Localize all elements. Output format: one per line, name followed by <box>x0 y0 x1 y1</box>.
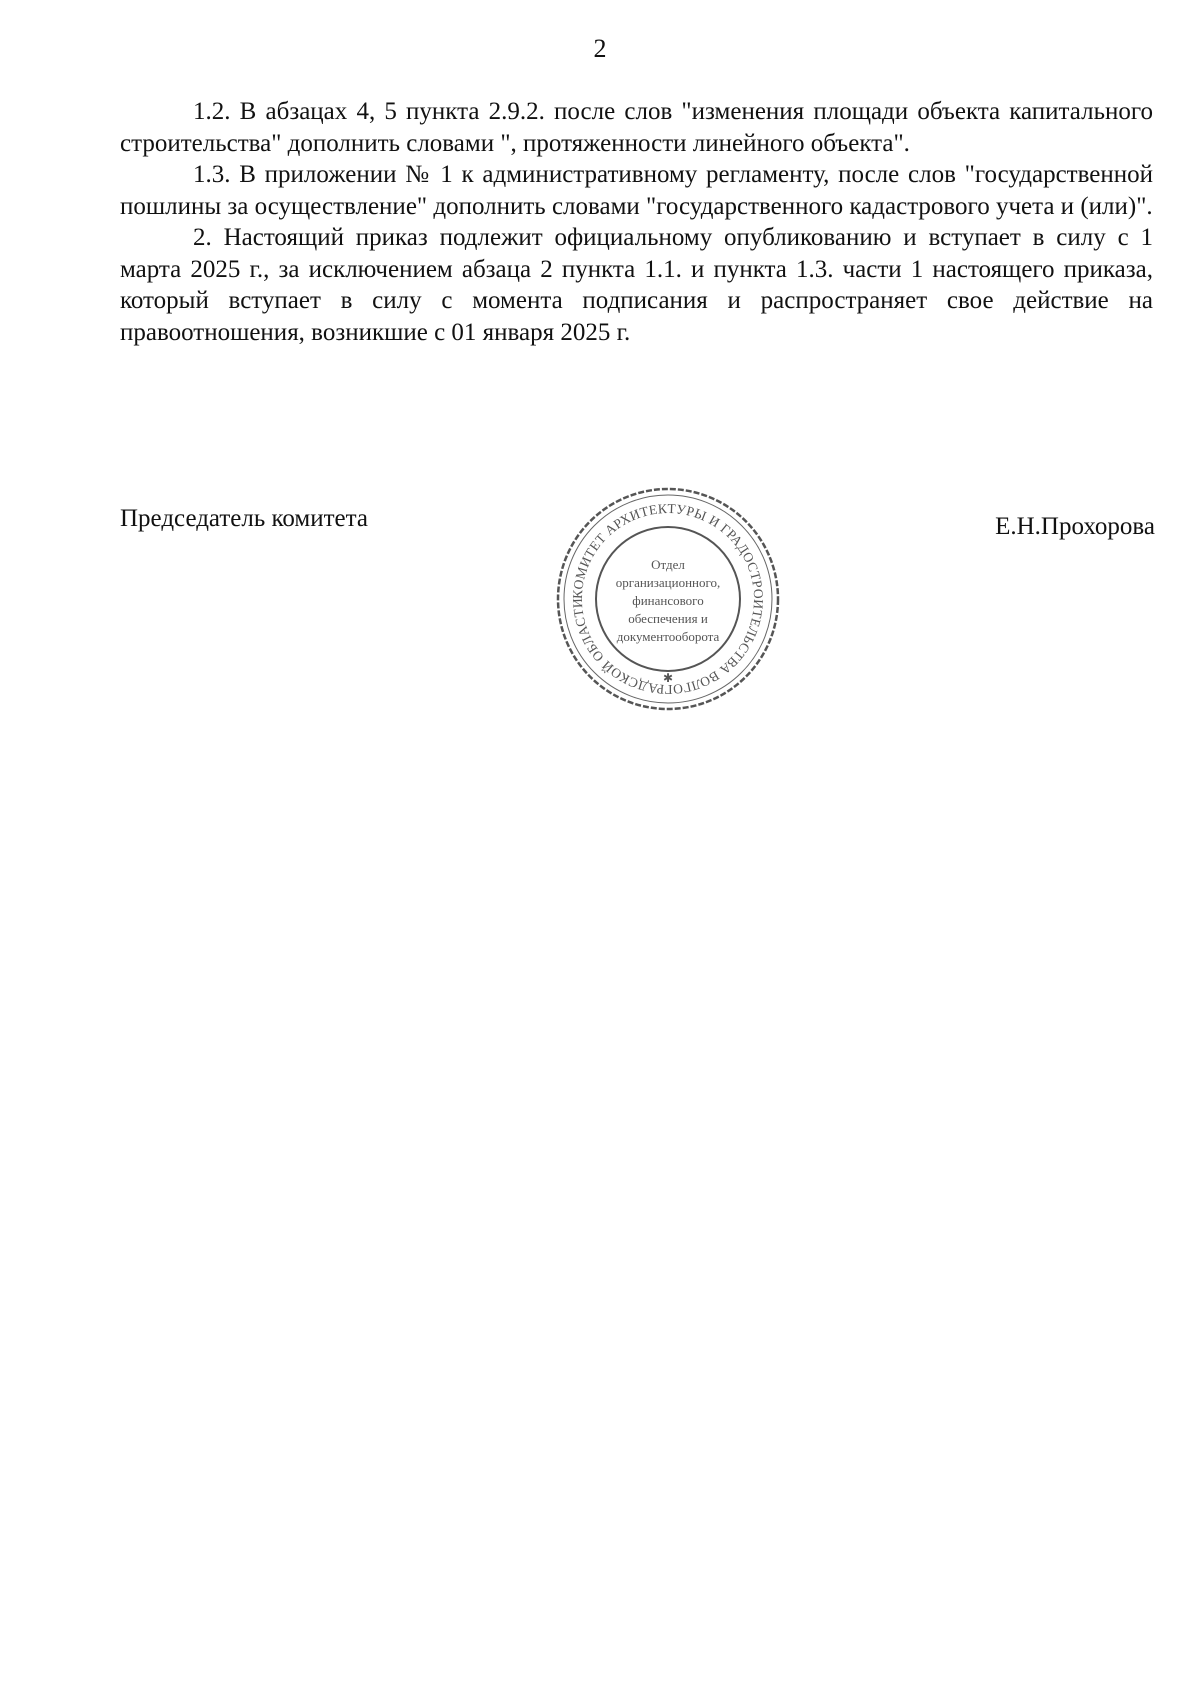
seal-inner-line-1: Отдел <box>651 557 685 572</box>
seal-inner-line-5: документооборота <box>616 629 720 644</box>
seal-inner-line-2: организационного, <box>615 575 721 590</box>
page-number: 2 <box>593 34 607 63</box>
paragraph-2: 2. Настоящий приказ подлежит официальному опубликованию и вступает в силу с 1 марта 2025 г., за исключением абзаца 2 пункта 1.1. и пункта 1.3. части 1 настоящего приказа, который вступает в силу с момента подписания и распространяет свое действие на правоотношения, возникшие с 01 января 2025 г. <box>120 224 1153 346</box>
seal-outer-text: КОМИТЕТ АРХИТЕКТУРЫ И ГРАДОСТРОИТЕЛЬСТВА ВОЛГОГРАДСКОЙ ОБЛАСТИ <box>569 500 767 698</box>
signatory-title: Председатель комитета <box>120 505 368 532</box>
paragraph-1-2: 1.2. В абзацах 4, 5 пункта 2.9.2. после слов "изменения площади объекта капитального строительства" дополнить словами ", протяженности линейного объекта". <box>120 98 1153 157</box>
document-body <box>120 96 1153 348</box>
seal-graphic <box>543 474 793 724</box>
paragraph-1-3: 1.3. В приложении № 1 к административному регламенту, после слов "государственной пошлины за осуществление" дополнить словами "государственного кадастрового учета и (или)". <box>120 161 1153 220</box>
seal-star: ✱ <box>662 671 674 685</box>
official-seal <box>543 474 793 724</box>
seal-inner-line-4: обеспечения и <box>628 611 708 626</box>
signatory-name: Е.Н.Прохорова <box>995 513 1155 540</box>
seal-inner-line-3: финансового <box>632 593 704 608</box>
